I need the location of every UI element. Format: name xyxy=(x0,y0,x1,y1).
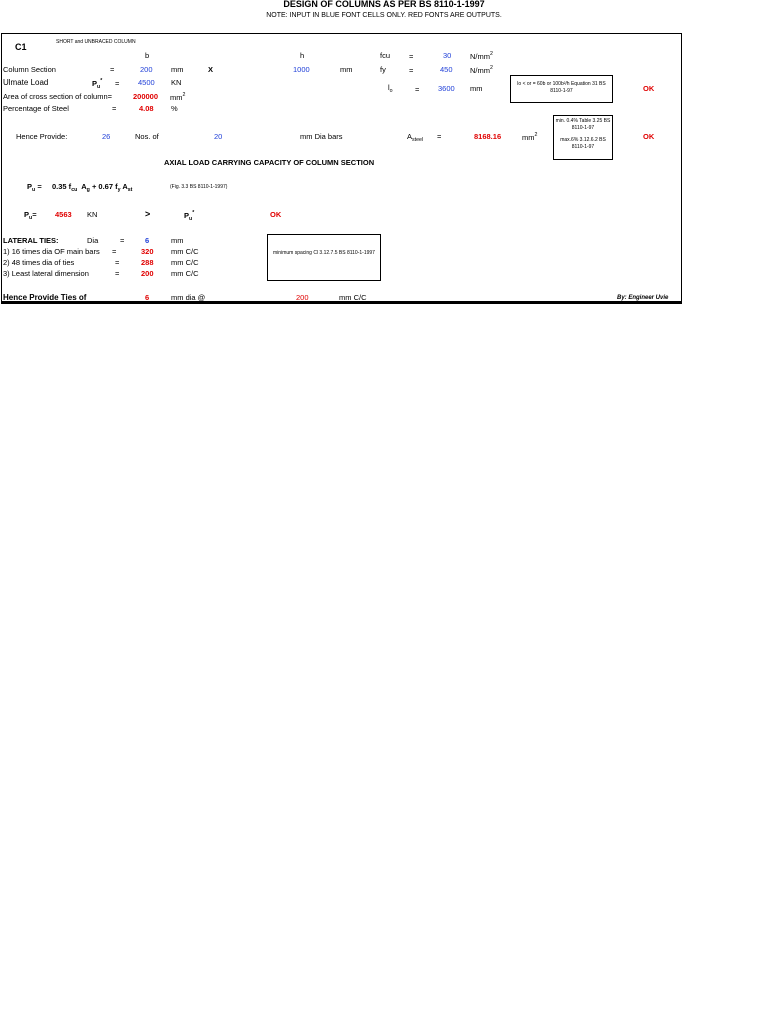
formula-pu: $P_u$ = xyxy=(27,182,42,193)
spacing-rule-3: 3) Least lateral dimension xyxy=(3,269,89,278)
greater-than-sign: > xyxy=(145,209,151,219)
pct-steel-value: 4.08 xyxy=(139,104,154,113)
area-value: 200000 xyxy=(133,92,159,101)
area-unit: $mm^2$ xyxy=(170,92,186,102)
pu-symbol: $P_u^*$ xyxy=(92,78,103,90)
spacing-rule-3-equals: = xyxy=(115,269,120,278)
input-note: NOTE: INPUT IN BLUE FONT CELLS ONLY. RED FONTS ARE OUTPUTS. xyxy=(266,12,502,19)
tie-dia-label: Dia xyxy=(87,236,99,245)
capacity-check-result: OK xyxy=(270,210,282,219)
column-id: C1 xyxy=(15,42,27,52)
asteel-value: 8168.16 xyxy=(474,132,502,141)
page-title: DESIGN OF COLUMNS AS PER BS 8110-1-1997 xyxy=(283,0,485,9)
nos-of-label: Nos. of xyxy=(135,132,159,141)
spacing-value-3: 200 xyxy=(141,269,154,278)
spacing-note-box xyxy=(267,234,381,281)
fy-value[interactable]: 450 xyxy=(440,65,453,74)
steel-limits-min: min. 0.4% Table 3.25 BS 8110-1-97 xyxy=(555,118,611,131)
final-mm-cc-label: mm C/C xyxy=(339,293,367,302)
spacing-unit-1: mm C/C xyxy=(171,247,199,256)
h-unit: mm xyxy=(340,65,353,74)
dia-value[interactable]: 20 xyxy=(214,132,223,141)
capacity-value: 4563 xyxy=(55,210,72,219)
spacing-rule-2-equals: = xyxy=(115,258,120,267)
final-dia-value: 6 xyxy=(145,293,150,302)
formula-reference: (Fig. 3.3 BS 8110-1-1997) xyxy=(170,184,228,190)
fy-label: fy xyxy=(380,65,386,74)
steel-limits-max: max.6% 3.12.6.2 BS 8110-1-97 xyxy=(560,137,606,150)
asteel-symbol: $A_{steel}$ xyxy=(407,132,424,143)
final-mm-dia-label: mm dia @ xyxy=(171,293,206,302)
fcu-value[interactable]: 30 xyxy=(443,51,452,60)
capacity-symbol: $P_u=$ xyxy=(24,210,37,221)
lo-unit: mm xyxy=(470,84,483,93)
fy-unit: $N/mm^2$ xyxy=(470,65,493,75)
final-provide-label: Hence Provide Ties of xyxy=(3,293,87,302)
final-spacing-value: 200 xyxy=(296,293,309,302)
dia-bars-label: mm Dia bars xyxy=(300,132,343,141)
nos-value[interactable]: 26 xyxy=(102,132,111,141)
spacing-unit-2: mm C/C xyxy=(171,258,199,267)
h-label: h xyxy=(300,51,305,60)
steel-limits-box xyxy=(553,115,613,160)
h-value[interactable]: 1000 xyxy=(293,65,310,74)
spacing-unit-3: mm C/C xyxy=(171,269,199,278)
lo-value[interactable]: 3600 xyxy=(438,84,455,93)
pct-unit: % xyxy=(171,104,178,113)
fcu-unit: $N/mm^2$ xyxy=(470,51,493,61)
asteel-unit: $mm^2$ xyxy=(522,132,538,142)
sheet-bottom-rule xyxy=(1,302,682,304)
spacing-rule-1: 1) 16 times dia OF main bars xyxy=(3,247,100,256)
b-label: b xyxy=(145,51,150,60)
lo-check-note: lo < or = 60b or 100b²/h Equation 31 BS 8110-1-97 xyxy=(517,81,606,94)
lo-check-note-box xyxy=(510,75,613,103)
tie-dia-unit: mm xyxy=(171,236,184,245)
lo-symbol: $l_o$ xyxy=(388,83,393,94)
b-unit: mm xyxy=(171,65,184,74)
lo-equals: = xyxy=(415,85,420,94)
pct-steel-equals: = xyxy=(112,104,117,113)
b-value[interactable]: 200 xyxy=(140,65,153,74)
pu-unit: KN xyxy=(171,78,182,87)
column-section-equals: = xyxy=(110,65,115,74)
column-section-label: Column Section xyxy=(3,65,56,74)
spacing-value-2: 288 xyxy=(141,258,154,267)
pct-steel-label: Percentage of Steel xyxy=(3,104,69,113)
pu-value[interactable]: 4500 xyxy=(138,78,155,87)
spacing-value-1: 320 xyxy=(141,247,154,256)
lateral-ties-label: LATERAL TIES: xyxy=(3,236,59,245)
pu-equals: = xyxy=(115,79,120,88)
column-type: SHORT and UNBRACED COLUMN xyxy=(56,39,136,45)
area-label: Area of cross section of column= xyxy=(3,92,113,101)
multiply-sign: X xyxy=(208,65,214,74)
fy-equals: = xyxy=(409,66,414,75)
spacing-note: minimum spacing Cl 3.12.7.5 BS 8110-1-1997 xyxy=(273,250,375,256)
pu-star-symbol: $P_u^*$ xyxy=(184,210,195,222)
ultimate-load-label: Ulmate Load xyxy=(3,78,49,87)
author-credit: By: Engineer Uvie xyxy=(617,295,669,301)
spacing-rule-2: 2) 48 times dia of ties xyxy=(3,258,75,267)
capacity-formula: 0.35 $f_{cu}$ $A_g + 0.67$ $f_y$ $A_{st}$ xyxy=(52,182,133,193)
hence-provide-label: Hence Provide: xyxy=(16,132,68,141)
capacity-unit: KN xyxy=(87,210,98,219)
tie-dia-value[interactable]: 6 xyxy=(145,236,150,245)
fcu-equals: = xyxy=(409,52,414,61)
asteel-equals: = xyxy=(437,132,442,141)
lo-check-result: OK xyxy=(643,84,655,93)
steel-check-result: OK xyxy=(643,132,655,141)
spacing-rule-1-equals: = xyxy=(112,247,117,256)
tie-dia-equals: = xyxy=(120,236,125,245)
fcu-label: fcu xyxy=(380,51,391,60)
axial-heading: AXIAL LOAD CARRYING CAPACITY OF COLUMN SECTION xyxy=(164,158,375,167)
